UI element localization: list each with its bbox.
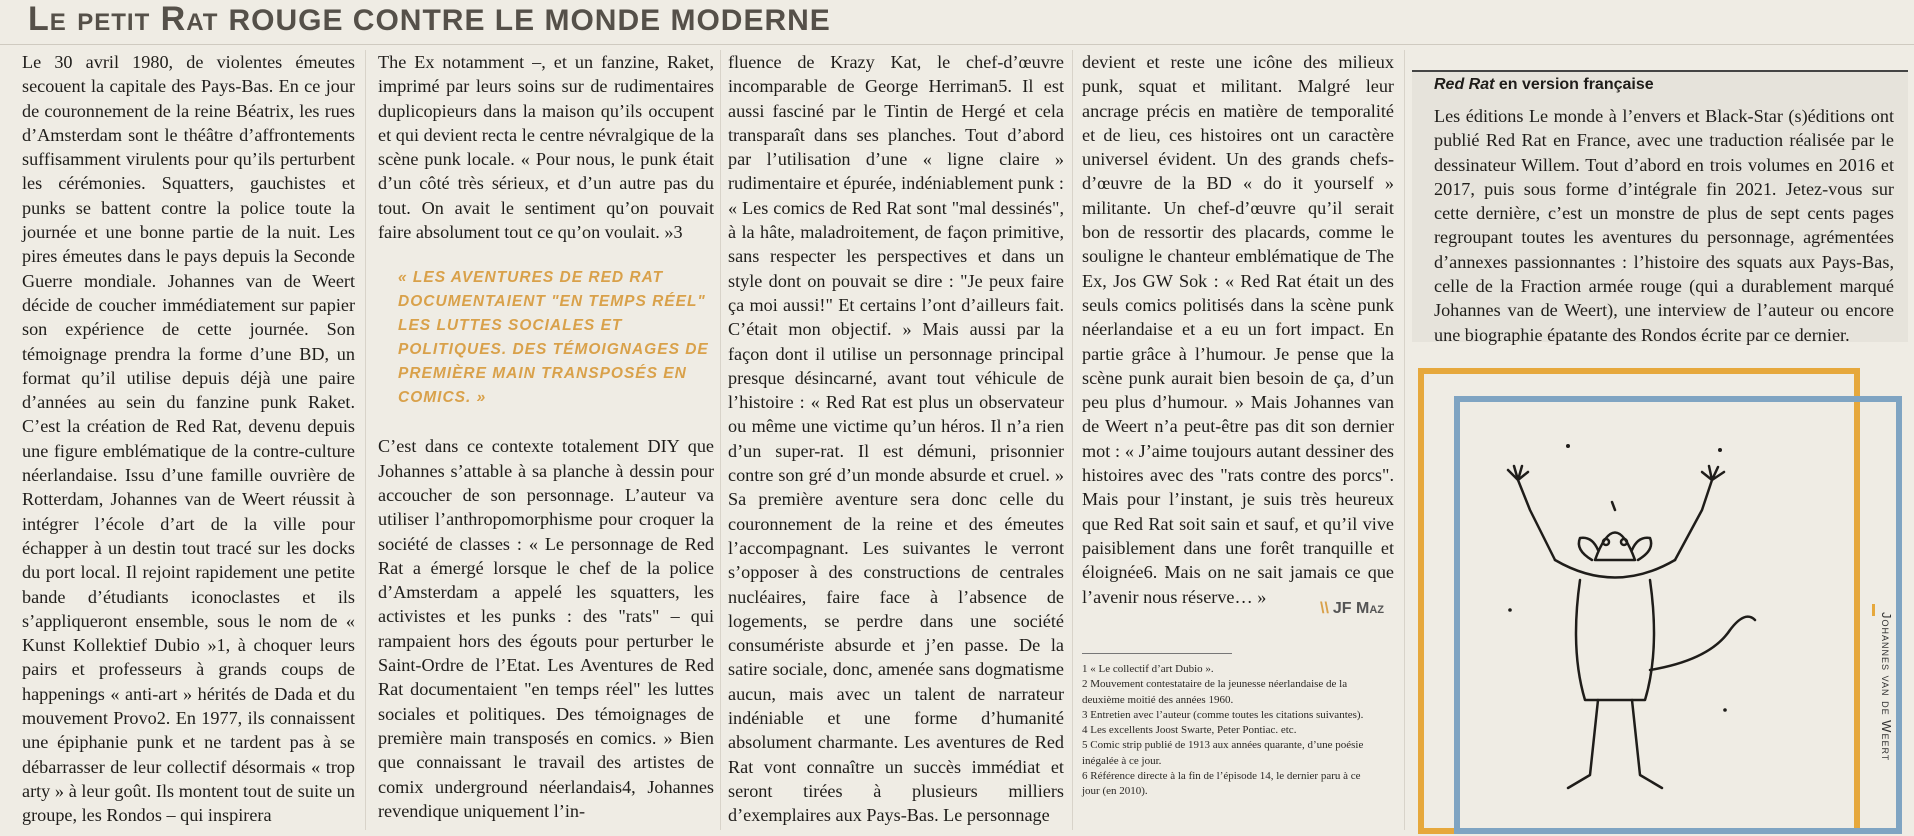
article-column-2: [378, 50, 714, 823]
column-divider: [365, 50, 366, 830]
illustration-credit: Johannes van de Weert: [1879, 612, 1894, 762]
sidebar-title-italic: Red Rat: [1434, 76, 1495, 93]
column-2-text-top: The Ex notamment –, et un fanzine, Raket, imprimé par leurs soins sur de rudimentaires duplicopieurs dans la maison qu’ils occupent et qui devient recta le centre névralgique de la scène punk locale. « Pour nous, le punk était d’un côté très sérieux, et d’un autre pas du tout. On avait le sentiment qu’on pouvait faire absolument tout ce qu’on voulait. »3: [378, 52, 714, 243]
footnote: 4 Les excellents Joost Swarte, Peter Pontiac. etc.: [1082, 724, 1297, 737]
headline-part-2: ROUGE CONTRE LE MONDE MODERNE: [228, 4, 831, 37]
sidebar-body: Les éditions Le monde à l’envers et Black-Star (s)éditions ont publié Red Rat en France, avec une traduction réalisée par le dessinateur Willem. Tout d’abord en trois volumes en 2016 et 2017, puis sous forme d’intégrale fin 2021. Jetez-vous sur cette dernière, c’est un monstre de plus de sept cents pages regroupant toutes les aventures du personnage, agrémentées d’annexes passionnantes : l’histoire des squats aux Pays-Bas, celle de la Fraction armée rouge (qui a durablement marqué Johannes van de Weert), une interview de l’auteur ou encore une biographie épatante des Rondos écrite par ce dernier.: [1434, 106, 1894, 345]
column-4-text: devient et reste une icône des milieux punk, squat et militant. Malgré leur ancrage précis en matière de temporalité et de lieu, ces histoires ont un caractère universel évident. Un des grands chefs-d’œuvre de la BD « do it yourself » militante. Un chef-d’œuvre qu’il serait bon de ressortir des placards, comme le souligne le chanteur emblématique de The Ex, Jos GW Sok : « Red Rat était un des seuls comics politisés dans la scène punk néerlandaise et a eu un fort impact. En partie grâce à l’humour. Je pense que la scène punk aurait bien besoin de ça, d’un peu plus d’humour. » Mais Johannes van de Weert n’a peut-être pas dit son dernier mot : « J’aime toujours autant dessiner des histoires avec des "rats contre des porcs". Mais pour l’instant, je suis très heureux que Red Rat soit sain et sauf, et qu’il vive paisiblement dans une forêt tranquille et éloignée6. Mais on ne sait jamais ce que l’avenir nous réserve… »: [1082, 52, 1394, 607]
footnote: 1 « Le collectif d’art Dubio ».: [1082, 663, 1214, 675]
column-divider: [1404, 50, 1405, 830]
top-rule: [0, 44, 1914, 45]
article-column-3: [728, 50, 1064, 828]
pull-quote: « LES AVENTURES DE RED RAT DOCUMENTAIENT "EN TEMPS RÉEL" LES LUTTES SOCIALES ET POLITIQUES. DES TÉMOIGNAGES DE PREMIÈRE MAIN TRANSPOSÉS EN COMICS. »: [398, 269, 709, 407]
red-rat-illustration: [1470, 410, 1770, 820]
footnote: 5 Comic strip publié de 1913 aux années quarante, d’une poésie inégalée à ce jour.: [1082, 739, 1364, 767]
article-column-1: [22, 50, 355, 828]
author-signature: [1320, 600, 1384, 618]
sidebar-top-rule: [1412, 70, 1908, 72]
signature-name: JF Maz: [1332, 600, 1384, 617]
column-divider: [720, 50, 721, 830]
footnote-rule: [1082, 653, 1232, 654]
column-divider: [1072, 50, 1073, 830]
column-1-text: Le 30 avril 1980, de violentes émeutes secouent la capitale des Pays-Bas. En ce jour de couronnement de la reine Béatrix, les rues d’Amsterdam sont le théâtre d’affrontements suffisamment virulents pour qu’ils perturbent les cérémonies. Squatters, gauchistes et punks se battent contre la police toute la journée et une bonne partie de la nuit. Les pires émeutes dans le pays depuis la Seconde Guerre mondiale. Johannes van de Weert décide de coucher immédiatement sur papier son expérience de cette journée. Son témoignage prendra la forme d’une BD, un format qu’il utilise depuis déjà une paire d’années au sein du fanzine punk Raket. C’est la création de Red Rat, devenu depuis une figure emblématique de la contre-culture néerlandaise. Issu d’une famille ouvrière de Rotterdam, Johannes van de Weert réussit à intégrer l’école d’art de la ville pour échapper à un destin tout tracé sur les docks du port local. Il rejoint rapidement une petite bande d’étudiants iconoclastes et ils s’appliqueront ensemble, sous le nom de « Kunst Kollektief Dubio »1, à choquer leurs pairs et professeurs à grands coups de happenings « anti-art » hérités de Dada et du mouvement Provo2. En 1977, ils connaissent une épiphanie punk et ne tardent pas à se débarrasser de leur collectif désormais « trop arty » à leur goût. Ils montent tout de suite un groupe, les Rondos – qui inspirera: [22, 52, 355, 826]
headline-part-1: Le petit Rat: [28, 0, 219, 38]
footnote: 6 Référence directe à la fin de l’épisode 14, le dernier paru à ce jour (en 2010).: [1082, 770, 1361, 798]
sidebar-title-rest: en version française: [1494, 76, 1654, 93]
sidebar-title: [1434, 76, 1654, 94]
footnote: 2 Mouvement contestataire de la jeunesse néerlandaise de la deuxième moitié des années 1960.: [1082, 678, 1348, 706]
column-2-text-bottom: C’est dans ce contexte totalement DIY que Johannes s’attable à sa planche à dessin pour accoucher de son personnage. L’auteur va utiliser l’anthropomorphisme pour croquer la société de classes : « Le personnage de Red Rat a émergé lorsque le chef de la police d’Amsterdam a appelé les squatters, les activistes et les punks : des "rats" – qui rampaient hors des égouts pour perturber le Saint-Ordre de l’Etat. Les Aventures de Red Rat documentaient "en temps réel" les luttes sociales et politiques. Des témoignages de première main transposés en comics. » Bien que connaissant le travail des artistes de comix underground néerlandais4, Johannes revendique uniquement l’in-: [378, 436, 714, 821]
footnote: 3 Entretien avec l’auteur (comme toutes les citations suivantes).: [1082, 708, 1364, 721]
column-3-text: fluence de Krazy Kat, le chef-d’œuvre incomparable de George Herriman5. Il est aussi fasciné par le Tintin de Hergé et cela transparaît dans ses planches. Tout d’abord par l’utilisation d’une « ligne claire » rudimentaire et épurée, indéniablement punk : « Les comics de Red Rat sont "mal dessinés", à la hâte, maladroitement, de façon primitive, sans respecter les perspectives et dans un style dont on pouvait se dire : "Je peux faire ça moi aussi!" Et certains l’ont d’ailleurs fait. C’était mon objectif. » Mais aussi par la façon dont il utilise un personnage principal presque désincarné, avant tout véhicule de l’histoire : « Red Rat est plus un observateur ou même une victime qu’un héros. Il n’a rien d’un super-rat. Il est démuni, prisonnier contre son gré d’un monde absurde et cruel. » Sa première aventure sera donc celle du couronnement de la reine et des émeutes l’accompagnant. Les suivantes le verront s’opposer à des constructions de centrales nucléaires, faire face à l’absence de logements, se perdre dans une société consumériste absurde et j’en passe. De la satire sociale, donc, amenée sans dogmatisme aucun, mais avec un talent de narrateur indéniable et une forme d’humanité absolument charmante. Les aventures de Red Rat vont connaître un succès immédiat et seront tirées à plusieurs milliers d’exemplaires aux Pays-Bas. Le personnage: [728, 52, 1064, 826]
article-column-4: [1082, 50, 1394, 609]
headline: [28, 0, 831, 40]
signature-slash: \\: [1320, 600, 1329, 617]
footnotes: [1082, 662, 1372, 800]
